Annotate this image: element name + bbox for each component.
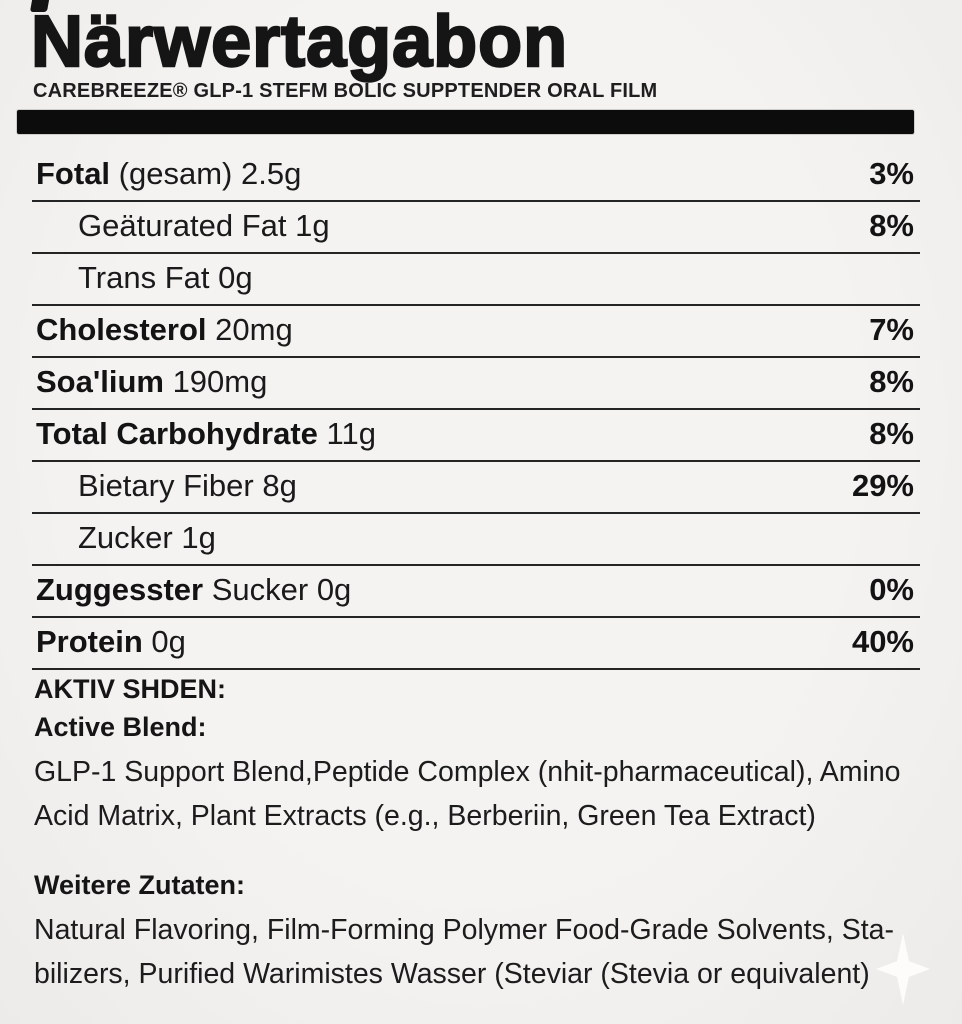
nutrient-amount: 20mg [206, 312, 293, 347]
table-row-total-fat [32, 150, 920, 202]
table-row-protein [32, 618, 920, 670]
table-row-trans-fat [32, 254, 920, 306]
table-row-saturated-fat [32, 202, 920, 254]
nutrient-label [78, 468, 297, 504]
nutrient-table [32, 150, 920, 670]
nutrient-label [36, 364, 267, 400]
table-row-added-sugars [32, 566, 920, 618]
table-row-sodium [32, 358, 920, 410]
nutrient-name: Zuggesster [36, 572, 204, 607]
active-blend-heading: Active Blend: [34, 712, 207, 742]
daily-value-percent: 29% [851, 468, 914, 503]
nutrient-name: Total Carbohydrate [36, 416, 318, 451]
daily-value-percent: 7% [869, 312, 914, 347]
nutrient-label [36, 624, 186, 660]
nutrient-amount: Zucker 1g [78, 520, 216, 555]
nutrient-label [36, 416, 376, 452]
nutrient-label [36, 572, 351, 608]
nutrient-name: Fotal [36, 156, 111, 191]
daily-value-percent: 40% [851, 624, 914, 659]
header-divider-bar [17, 110, 914, 134]
active-blend-text-line1: GLP-1 Support Blend,Peptide Complex (nhit-pharmaceutical), Amino [34, 756, 901, 788]
nutrient-label [36, 156, 301, 192]
nutrient-amount: 11g [317, 416, 376, 451]
nutrient-amount: 190mg [163, 364, 268, 399]
nutrient-label [36, 312, 293, 348]
active-blend-text-line2: Acid Matrix, Plant Extracts (e.g., Berberiin, Green Tea Extract) [34, 800, 816, 832]
nutrient-amount: Sucker 0g [203, 572, 352, 607]
daily-value-percent: 8% [869, 416, 914, 451]
aktiv-heading: AKTIV SHDEN: [34, 674, 227, 704]
table-row-cholesterol [32, 306, 920, 358]
nutrient-amount: 0g [142, 624, 186, 659]
weitere-zutaten-heading: Weitere Zutaten: [34, 870, 246, 900]
label-title: Närwertagabon [31, 2, 569, 82]
other-ingredients-section [34, 870, 924, 996]
nutrient-name: Cholesterol [36, 312, 207, 347]
active-ingredients-section [34, 674, 924, 838]
daily-value-percent: 3% [869, 156, 914, 191]
daily-value-percent: 8% [869, 364, 914, 399]
nutrient-label [78, 208, 330, 244]
nutrient-amount: Geäturated Fat 1g [78, 208, 330, 243]
table-row-dietary-fiber [32, 462, 920, 514]
daily-value-percent: 8% [869, 208, 914, 243]
nutrient-amount: (gesam) 2.5g [110, 156, 302, 191]
label-subtitle: CAREBREEZE® GLP-1 STEFM BOLIC SUPPTENDER ORAL FILM [33, 80, 658, 102]
other-ingredients-text-line1: Natural Flavoring, Film-Forming Polymer Food-Grade Solvents, Sta- [34, 914, 895, 946]
nutrient-label [78, 260, 253, 296]
nutrient-name: Protein [36, 624, 143, 659]
table-row-sugars [32, 514, 920, 566]
nutrient-amount: Trans Fat 0g [78, 260, 253, 295]
daily-value-percent: 0% [869, 572, 914, 607]
nutrient-amount: Bietary Fiber 8g [78, 468, 297, 503]
nutrient-name: Soa'lium [36, 364, 164, 399]
nutrient-label [78, 520, 216, 556]
other-ingredients-text-line2: bilizers, Purified Warimistes Wasser (Steviar (Stevia or equivalent) [34, 958, 870, 990]
table-row-total-carbohydrate [32, 410, 920, 462]
